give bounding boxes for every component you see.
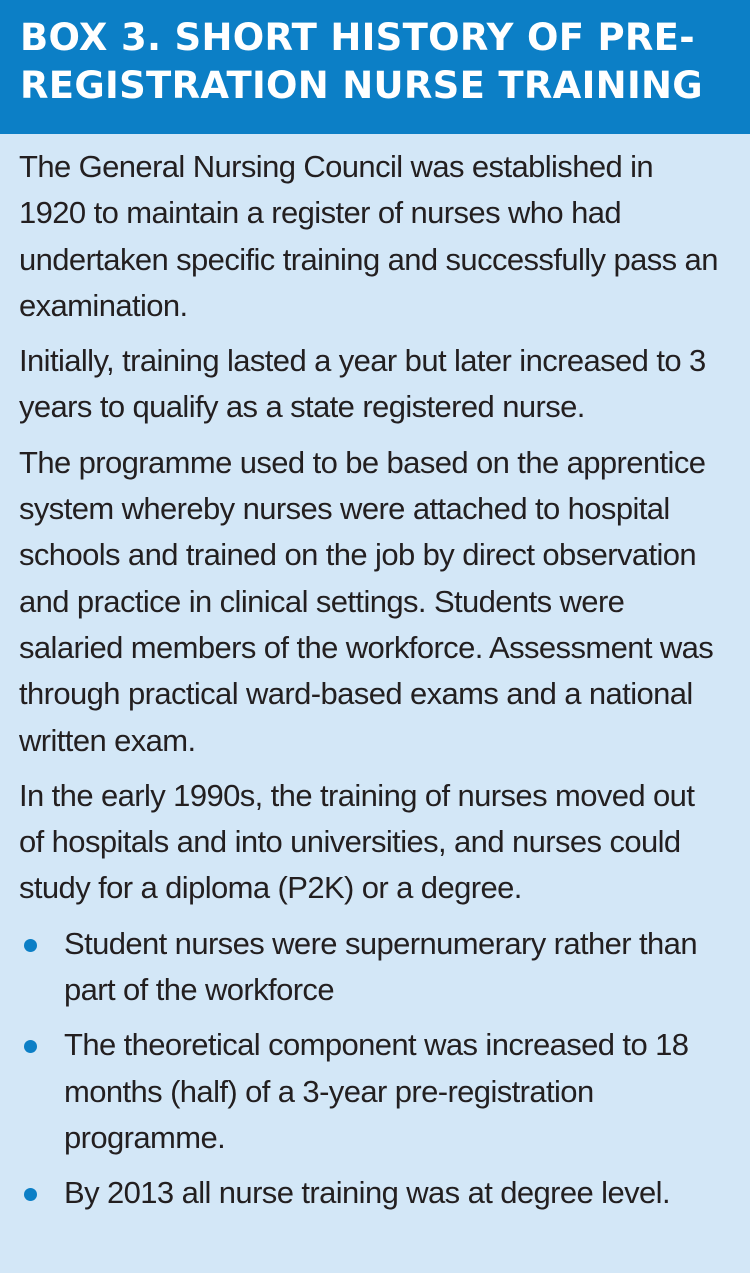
bullet-dot-icon: [24, 1188, 37, 1201]
bullet-text: The theoretical component was increased to 18 months (half) of a 3-year pre-registration programme.: [64, 1027, 689, 1155]
box-title: [20, 14, 730, 110]
bullet-dot-icon: [24, 939, 37, 952]
box-title-line-2: REGISTRATION NURSE TRAINING: [20, 64, 703, 107]
bullet-text: Student nurses were supernumerary rather than part of the workforce: [64, 925, 697, 1008]
box-header: [0, 0, 750, 134]
paragraph-training-length: Initially, training lasted a year but later increased to 3 years to qualify as a state registered nurse.: [19, 343, 706, 425]
box-title-line-1: BOX 3. SHORT HISTORY OF PRE-: [20, 16, 695, 59]
paragraph-gnc: The General Nursing Council was established in 1920 to maintain a register of nurses who had undertaken specific training and successfully pass an examination.: [19, 149, 718, 323]
box-content: [0, 134, 750, 1217]
paragraph-universities: In the early 1990s, the training of nurses moved out of hospitals and into universities, and nurses could study for a diploma (P2K) or a degree.: [19, 777, 695, 906]
bullet-item: [19, 1170, 724, 1216]
bullet-dot-icon: [24, 1040, 37, 1053]
paragraph-apprentice-system: The programme used to be based on the apprentice system whereby nurses were attached to hospital schools and trained on the job by direct observation and practice in clinical settings. Students were salaried members of the workforce. Assessment was through practical ward-based exams and a national written exam.: [19, 444, 714, 758]
bullet-text: By 2013 all nurse training was at degree level.: [64, 1175, 670, 1211]
bullet-list: [19, 921, 724, 1217]
bullet-item: [19, 1022, 724, 1161]
bullet-item: [19, 921, 724, 1014]
